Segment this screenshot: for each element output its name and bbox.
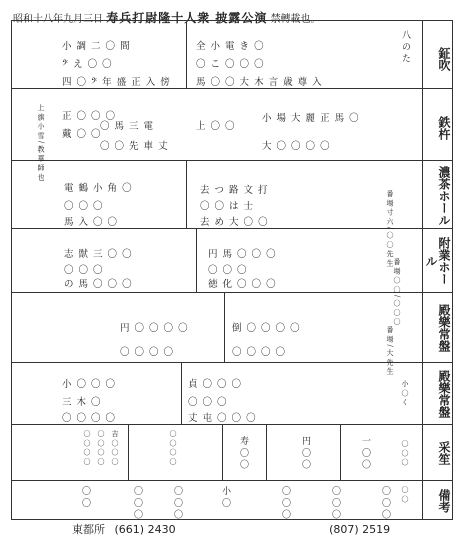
row-text: 〇 〇 〇 〇 <box>232 347 287 358</box>
row-note: 上 旗 小 雪 / 教 華 師 也 <box>37 104 45 181</box>
row-text: 貞 〇 〇 〇 <box>188 379 243 390</box>
row-label: 鉄杵 <box>437 116 451 140</box>
mid-divider <box>266 425 267 480</box>
row-text: 大 〇 〇 〇 〇 <box>262 141 331 152</box>
row-text: 〇 〇 〇 <box>64 265 104 276</box>
row-side-note: 〇 〇 〇 <box>401 440 409 466</box>
mid-divider <box>186 22 187 88</box>
row-text: 〇 〇 <box>80 486 90 507</box>
row-text: 上 〇 〇 <box>196 121 236 132</box>
row-text: 志 獣 三 〇 〇 <box>64 249 133 260</box>
row-text: 一 〇 〇 <box>360 436 370 469</box>
row-side-note: 番 場 / 大 先 生 <box>386 326 394 375</box>
row-text: 馬 入 〇 〇 <box>64 217 119 228</box>
footer-tel-left: (661) 2430 <box>114 523 176 536</box>
row-text: 〇 〇 〇 <box>132 486 142 519</box>
row-text: 〇 〇 先 車 丈 <box>100 141 169 152</box>
row-label: 附業ホール <box>424 237 451 285</box>
row-text: 三 木 〇 <box>62 397 102 408</box>
label-column-divider <box>422 20 423 520</box>
row-divider <box>12 292 452 293</box>
row-text: 正 〇 〇 〇 <box>62 111 117 122</box>
row-label: 備考 <box>437 489 451 513</box>
row-text: 戴 〇 〇 <box>62 129 102 140</box>
mid-divider <box>181 363 182 424</box>
row-text: 倒 〇 〇 〇 〇 <box>232 323 301 334</box>
row-text: 〇 〇 〇 〇 <box>120 347 175 358</box>
mid-divider <box>186 161 187 228</box>
row-text: 小 〇 〇 〇 <box>62 379 117 390</box>
row-text: の 馬 〇 〇 〇 <box>64 279 133 290</box>
row-text: 〇 こ 〇 〇 〇 <box>196 59 265 70</box>
row-label: 鉦吹 <box>437 47 451 71</box>
row-text: 〇 〇 〇 <box>188 397 228 408</box>
row-label: 殿樂常盤 <box>437 304 451 352</box>
footer-name: 東都所 <box>72 523 105 536</box>
footer-contact <box>72 521 390 537</box>
row-divider <box>12 88 452 89</box>
row-side-note: 〇 〇 <box>401 486 409 503</box>
row-side-note: 番 場 〇 〇 / 〇 〇 〇 <box>393 258 401 325</box>
mid-divider <box>224 293 225 362</box>
row-side-note: 八 の た <box>400 30 410 63</box>
row-text: 全 小 電 き 〇 <box>196 41 265 52</box>
row-text: 去 め 大 〇 〇 <box>200 217 269 228</box>
row-label: 濃茶ホール <box>437 166 451 226</box>
row-label: 殿樂常盤 <box>437 370 451 418</box>
header-title: 寿兵打尉隆十人衆 披露公演 <box>106 11 268 25</box>
row-text: 小 場 大 麗 正 馬 〇 <box>262 113 360 124</box>
row-text: 〇 馬 三 電 <box>100 121 155 132</box>
row-label: 采笙 <box>437 441 451 465</box>
mid-divider <box>340 425 341 480</box>
footer-tel-right: (807) 2519 <box>329 523 391 536</box>
header-note: 禁轉載也。 <box>270 14 321 25</box>
row-text: 〇 〇 〇 <box>380 486 390 519</box>
row-text: 円 馬 〇 〇 〇 <box>208 249 277 260</box>
row-text: 〇 〇 〇 <box>280 486 290 519</box>
row-text: 小 〇 <box>220 486 230 507</box>
mid-divider <box>128 425 129 480</box>
row-text: 〇 〇 〇 <box>330 486 340 519</box>
row-text: 電 鶴 小 角 〇 <box>64 183 133 194</box>
row-text: 小 調 二 〇 間 <box>62 41 131 52</box>
row-divider <box>12 480 452 481</box>
row-text: 円 〇 〇 <box>300 436 310 469</box>
row-text: 〇 〇 〇 〇 <box>62 413 117 424</box>
mid-divider <box>222 425 223 480</box>
row-text: 〇 〇 〇 〇 <box>97 430 105 465</box>
row-text: 〇 〇 は 士 <box>200 201 255 212</box>
header-date: 昭和十八年九月三日 <box>13 14 103 25</box>
row-text: 四 〇 𝄢 年 盛 正 入 傍 <box>62 77 171 88</box>
row-text: 去 つ 路 文 打 <box>200 185 269 196</box>
row-text: 円 〇 〇 〇 〇 <box>120 323 189 334</box>
row-text: 吉 〇 〇 〇 <box>111 430 119 465</box>
row-divider <box>12 160 452 161</box>
row-text: 馬 〇 〇 大 木 言 歳 尊 入 <box>196 77 323 88</box>
row-text: 〇 〇 〇 <box>64 201 104 212</box>
row-text: 寿 〇 〇 <box>238 436 248 469</box>
row-text: 〇 〇 〇 〇 <box>169 430 177 465</box>
mid-divider <box>196 229 197 292</box>
row-text: 𝄢 え 〇 〇 <box>62 59 113 70</box>
row-text: 〇 〇 〇 〇 <box>83 430 91 465</box>
row-side-note: 小 〇 く <box>401 380 409 406</box>
row-text: 〇 〇 〇 <box>208 265 248 276</box>
row-text: 〇 〇 〇 <box>172 486 182 519</box>
row-text: 徳 化 〇 〇 〇 <box>208 279 277 290</box>
row-divider <box>12 424 452 425</box>
row-side-note: 番 場 寸 六 / 〇 〇 先 生 <box>386 190 394 267</box>
row-text: 丈 屯 〇 〇 〇 <box>188 413 257 424</box>
